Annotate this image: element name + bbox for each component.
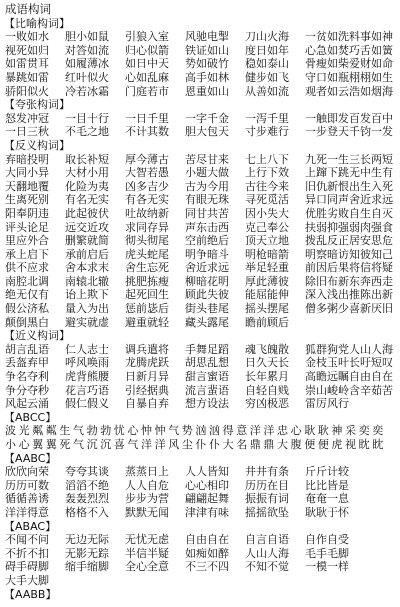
idiom: 耿耿于怀 <box>305 505 349 519</box>
idiom: 供不应求 <box>5 261 49 275</box>
idiom-row <box>5 166 400 180</box>
idiom-row <box>5 397 400 411</box>
idiom: 心急如焚巧舌如簧 <box>305 43 393 57</box>
idiom: 崇山峻岭含辛茹苦 <box>305 383 393 397</box>
idiom: 此起彼伏 <box>65 206 109 220</box>
idiom: 拨乱反正居安思危 <box>305 234 393 248</box>
idiom-row <box>5 112 400 126</box>
idiom: 克己奉公 <box>245 220 289 234</box>
idiom: 厚今薄古 <box>125 152 169 166</box>
idiom-row <box>5 424 400 438</box>
idiom: 历历在目 <box>245 478 289 492</box>
idiom: 颠倒黑白 <box>5 315 49 329</box>
idiom-row <box>5 343 400 357</box>
idiom: 穷凶极恶 <box>245 397 289 411</box>
idiom: 心如乱麻 <box>125 70 169 84</box>
idiom: 恩重如山 <box>185 84 229 98</box>
idiom: 碍手碍脚 <box>5 560 49 574</box>
idiom: 津津有味 <box>185 505 229 519</box>
section-header: 【比喻构词】 <box>4 16 70 30</box>
idiom: 南辕北辙 <box>65 274 109 288</box>
idiom: 避实就虚 <box>65 315 109 329</box>
idiom: 起死回生 <box>125 288 169 302</box>
idiom: 不毛之地 <box>65 125 109 139</box>
idiom: 藏头露尾 <box>185 315 229 329</box>
idiom: 古往今来 <box>245 179 289 193</box>
idiom-row <box>5 479 400 493</box>
idiom-row <box>5 57 400 71</box>
idiom: 自由自在 <box>185 533 229 547</box>
idiom: 洋洋得意 <box>5 505 49 519</box>
idiom: 健步如飞 <box>245 70 289 84</box>
idiom: 冷若冰霜 <box>65 84 109 98</box>
idiom: 自作自受 <box>305 533 349 547</box>
idiom: 争名夺利 <box>5 370 49 384</box>
idiom: 吐故纳新 <box>125 206 169 220</box>
section-header: 【ABAC】 <box>4 519 57 533</box>
idiom: 如履薄冰 <box>65 57 109 71</box>
idiom: 上行下效 <box>245 166 289 180</box>
idiom-row <box>5 465 400 479</box>
idiom-row <box>5 71 400 85</box>
idiom: 骄阳似火 <box>5 84 49 98</box>
section-header: 【夸张构词】 <box>4 98 70 112</box>
idiom: 红叶似火 <box>65 70 109 84</box>
idiom: 流言蜚语 <box>185 383 229 397</box>
idiom: 承上启下 <box>5 247 49 261</box>
idiom-row <box>5 438 400 452</box>
idiom-row <box>5 574 400 588</box>
idiom: 无忧无虑 <box>125 533 169 547</box>
section-header: 【ABCC】 <box>4 410 57 424</box>
idiom: 骨瘦如柴爱财如命 <box>305 57 393 71</box>
idiom: 狐群狗党人山人海 <box>305 342 393 356</box>
idiom: 一日千里 <box>125 111 169 125</box>
idiom: 有各无实 <box>125 193 169 207</box>
idiom: 假公济私 <box>5 302 49 316</box>
idiom: 龙腾虎跃 <box>125 356 169 370</box>
idiom: 高瞻远瞩自由自在 <box>305 370 393 384</box>
idiom: 小题大做 <box>185 166 229 180</box>
idiom: 甜言蜜语 <box>185 370 229 384</box>
idiom-row <box>5 85 400 99</box>
idiom: 门庭若市 <box>125 84 169 98</box>
idiom: 顾此失彼 <box>185 288 229 302</box>
idiom: 摇摇欲坠 <box>245 505 289 519</box>
section-header: 【近义构词】 <box>4 329 70 343</box>
idiom: 刀山火海 <box>245 30 289 44</box>
idiom: 不三不四 <box>185 560 229 574</box>
idiom: 一败如水 <box>5 30 49 44</box>
idiom: 街头巷尾 <box>185 302 229 316</box>
idiom: 无影无踪 <box>65 546 109 560</box>
idiom: 深入浅出推陈出新 <box>305 288 393 302</box>
idiom: 翩翩起舞 <box>185 492 229 506</box>
idiom: 大手大脚 <box>5 573 49 587</box>
idiom-row <box>5 207 400 221</box>
idiom: 举足轻重 <box>245 261 289 275</box>
idiom: 能屈能伸 <box>245 288 289 302</box>
idiom: 明察暗访知彼知己 <box>305 247 393 261</box>
idiom-row <box>5 30 400 44</box>
idiom-row <box>5 533 400 547</box>
idiom: 舍本求末 <box>65 261 109 275</box>
idiom: 夸夸其谈 <box>65 465 109 479</box>
page-title: 成语构词 <box>5 2 51 16</box>
idiom: 格格不入 <box>65 505 109 519</box>
idiom: 胡思乱想 <box>185 356 229 370</box>
idiom: 评头论足 <box>5 220 49 234</box>
section-header: 【反义构词】 <box>4 138 70 152</box>
idiom: 毛手毛脚 <box>305 546 349 560</box>
idiom: 量入为出 <box>65 302 109 316</box>
idiom: 厚此薄彼 <box>245 274 289 288</box>
idiom: 天翻地覆 <box>5 179 49 193</box>
idiom: 苦尽甘来 <box>185 152 229 166</box>
idiom: 里应外合 <box>5 234 49 248</box>
idiom: 诒上欺下 <box>65 288 109 302</box>
idiom: 如日中天 <box>125 57 169 71</box>
idiom: 蒸蒸日上 <box>125 465 169 479</box>
idiom: 手舞足蹈 <box>185 342 229 356</box>
idiom: 生离死别 <box>5 193 49 207</box>
idiom: 怒发冲冠 <box>5 111 49 125</box>
idiom: 旧仇新恨出生入死 <box>305 179 393 193</box>
idiom: 优胜劣败自生自灭 <box>305 206 393 220</box>
idiom: 承前启后 <box>65 247 109 261</box>
idiom: 一目十行 <box>65 111 109 125</box>
idiom: 暴跳如雷 <box>5 70 49 84</box>
idiom: 斤斤计较 <box>305 465 349 479</box>
idiom: 彻头彻尾 <box>125 234 169 248</box>
idiom: 争分夺秒 <box>5 383 49 397</box>
idiom: 历历可数 <box>5 478 49 492</box>
idiom: 求同存异 <box>125 220 169 234</box>
sections-container <box>5 17 400 602</box>
idiom: 柳暗花明 <box>185 274 229 288</box>
idiom: 想方设法 <box>185 397 229 411</box>
idiom: 删繁就简 <box>65 234 109 248</box>
idiom: 舍近求远 <box>185 261 229 275</box>
idiom: 明争暗斗 <box>185 247 229 261</box>
idiom: 上蹿下跳无中生有 <box>305 166 393 180</box>
idiom: 凶多吉少 <box>125 179 169 193</box>
idiom: 自言自语 <box>245 533 289 547</box>
idiom: 引狼入室 <box>125 30 169 44</box>
idiom-row <box>5 547 400 561</box>
idiom: 胡言乱语 <box>5 342 49 356</box>
idiom: 丢盔弃甲 <box>5 356 49 370</box>
idiom: 不计其数 <box>125 125 169 139</box>
idiom: 化险为夷 <box>65 179 109 193</box>
idiom: 胆小如鼠 <box>65 30 109 44</box>
idiom: 不知不觉 <box>245 560 289 574</box>
idiom: 有名无实 <box>65 193 109 207</box>
idiom: 假仁假义 <box>65 397 109 411</box>
idiom: 一日三秋 <box>5 125 49 139</box>
idiom: 奄奄一息 <box>305 492 349 506</box>
idiom: 九死一生三长两短 <box>305 152 393 166</box>
idiom: 大材小用 <box>65 166 109 180</box>
idiom: 阳奉阴违 <box>5 206 49 220</box>
idiom: 比比皆是 <box>305 478 349 492</box>
idiom-row <box>5 44 400 58</box>
idiom-row <box>5 370 400 384</box>
idiom: 一贫如洗料事如神 <box>305 30 393 44</box>
idiom: 守口如瓶栩栩如生 <box>305 70 393 84</box>
idiom-row <box>5 492 400 506</box>
idiom: 前因后果将信将疑 <box>305 261 393 275</box>
idiom: 调兵遣将 <box>125 342 169 356</box>
idiom: 步步为营 <box>125 492 169 506</box>
idiom: 波光粼粼生气勃勃忧心忡忡气势汹汹得意洋洋忠心耿耿神采奕奕 <box>5 424 386 438</box>
idiom: 铁证如山 <box>185 43 229 57</box>
idiom: 无边无际 <box>65 533 109 547</box>
idiom: 振振有词 <box>245 492 289 506</box>
idiom-row <box>5 248 400 262</box>
idiom: 一触即发百发百中 <box>305 111 393 125</box>
idiom: 视死如归 <box>5 43 49 57</box>
idiom: 观者如云浩如烟海 <box>305 84 393 98</box>
idiom: 缩手缩脚 <box>65 560 109 574</box>
idiom: 一泻千里 <box>245 111 289 125</box>
idiom-row <box>5 560 400 574</box>
idiom: 异口同声舍近求远 <box>305 193 393 207</box>
idiom: 南腔北调 <box>5 274 49 288</box>
idiom: 寻死觅活 <box>245 193 289 207</box>
idiom: 除旧布新东奔西走 <box>305 274 393 288</box>
idiom: 明枪暗箭 <box>245 247 289 261</box>
section-header: 【AABB】 <box>4 587 57 601</box>
idiom: 自暴自弃 <box>125 397 169 411</box>
idiom: 因小失大 <box>245 206 289 220</box>
idiom: 大智若愚 <box>125 166 169 180</box>
idiom: 有眼无珠 <box>185 193 229 207</box>
idiom: 一模一样 <box>305 560 349 574</box>
idiom: 默默无闻 <box>125 505 169 519</box>
idiom: 一字千金 <box>185 111 229 125</box>
idiom: 声东击西 <box>185 220 229 234</box>
idiom: 同甘共苦 <box>185 206 229 220</box>
idiom: 摇头摆尾 <box>245 302 289 316</box>
idiom: 魂飞魄散 <box>245 342 289 356</box>
idiom: 自轻自贱 <box>245 383 289 397</box>
idiom-row <box>5 221 400 235</box>
idiom: 势如破竹 <box>185 57 229 71</box>
idiom: 小心翼翼死气沉沉喜气洋洋风尘仆仆大名鼎鼎大腹便便虎视眈眈 <box>5 438 386 451</box>
idiom: 金枝玉叶长吁短叹 <box>305 356 393 370</box>
idiom: 人人皆知 <box>185 465 229 479</box>
idiom: 空前绝后 <box>185 234 229 248</box>
idiom: 顶天立地 <box>245 234 289 248</box>
idiom-row <box>5 384 400 398</box>
idiom-row <box>5 180 400 194</box>
idiom: 远交近攻 <box>65 220 109 234</box>
idiom-row <box>5 275 400 289</box>
idiom: 花言巧语 <box>65 383 109 397</box>
idiom: 滔滔不绝 <box>65 478 109 492</box>
idiom: 雷厉风行 <box>305 397 349 411</box>
idiom: 一步登天千钧一发 <box>305 125 393 139</box>
idiom-row <box>5 302 400 316</box>
idiom: 虎头蛇尾 <box>125 247 169 261</box>
idiom: 绝无仅有 <box>5 288 49 302</box>
idiom: 从善如流 <box>245 84 289 98</box>
idiom: 僧多粥少喜新厌旧 <box>305 302 393 316</box>
idiom: 长年累月 <box>245 370 289 384</box>
section-header: 【AABC】 <box>4 451 57 465</box>
idiom-row <box>5 153 400 167</box>
idiom-row <box>5 125 400 139</box>
idiom: 全心全意 <box>125 560 169 574</box>
idiom: 胆大包天 <box>185 125 229 139</box>
idiom: 引经据典 <box>125 383 169 397</box>
idiom-row <box>5 316 400 330</box>
idiom: 日新月异 <box>125 370 169 384</box>
idiom-row <box>5 506 400 520</box>
idiom: 日久天长 <box>245 356 289 370</box>
idiom: 弃暗投明 <box>5 152 49 166</box>
idiom: 仁人志士 <box>65 342 109 356</box>
idiom: 虎背熊腰 <box>65 370 109 384</box>
idiom: 不闻不问 <box>5 533 49 547</box>
idiom: 归心似箭 <box>125 43 169 57</box>
idiom: 风驰电掣 <box>185 30 229 44</box>
idiom: 如痴如醉 <box>185 546 229 560</box>
idiom: 半信半疑 <box>125 546 169 560</box>
idiom: 高手如林 <box>185 70 229 84</box>
idiom: 扶弱抑强弱肉强食 <box>305 220 393 234</box>
idiom: 欣欣向荣 <box>5 465 49 479</box>
idiom: 度日如年 <box>245 43 289 57</box>
idiom: 人山人海 <box>245 546 289 560</box>
idiom-row <box>5 234 400 248</box>
idiom: 稳如泰山 <box>245 57 289 71</box>
idiom: 心心相印 <box>185 478 229 492</box>
idiom: 挑肥拣瘦 <box>125 274 169 288</box>
idiom: 寸步难行 <box>245 125 289 139</box>
idiom: 人人自危 <box>125 478 169 492</box>
idiom: 舍生忘死 <box>125 261 169 275</box>
idiom: 古为今用 <box>185 179 229 193</box>
idiom: 循循善诱 <box>5 492 49 506</box>
idiom-row <box>5 261 400 275</box>
idiom-row <box>5 356 400 370</box>
idiom: 对答如流 <box>65 43 109 57</box>
idiom-row <box>5 288 400 302</box>
idiom-row <box>5 193 400 207</box>
idiom: 七上八下 <box>245 152 289 166</box>
idiom: 惩前毖后 <box>125 302 169 316</box>
idiom: 大同小异 <box>5 166 49 180</box>
idiom: 呼风唤雨 <box>65 356 109 370</box>
idiom: 轰轰烈烈 <box>65 492 109 506</box>
idiom: 风起云涌 <box>5 397 49 411</box>
idiom: 瞻前顾后 <box>245 315 289 329</box>
idiom: 如雷贯耳 <box>5 57 49 71</box>
idiom: 不折不扣 <box>5 546 49 560</box>
idiom: 井井有条 <box>245 465 289 479</box>
idiom: 取长补短 <box>65 152 109 166</box>
idiom: 避重就轻 <box>125 315 169 329</box>
